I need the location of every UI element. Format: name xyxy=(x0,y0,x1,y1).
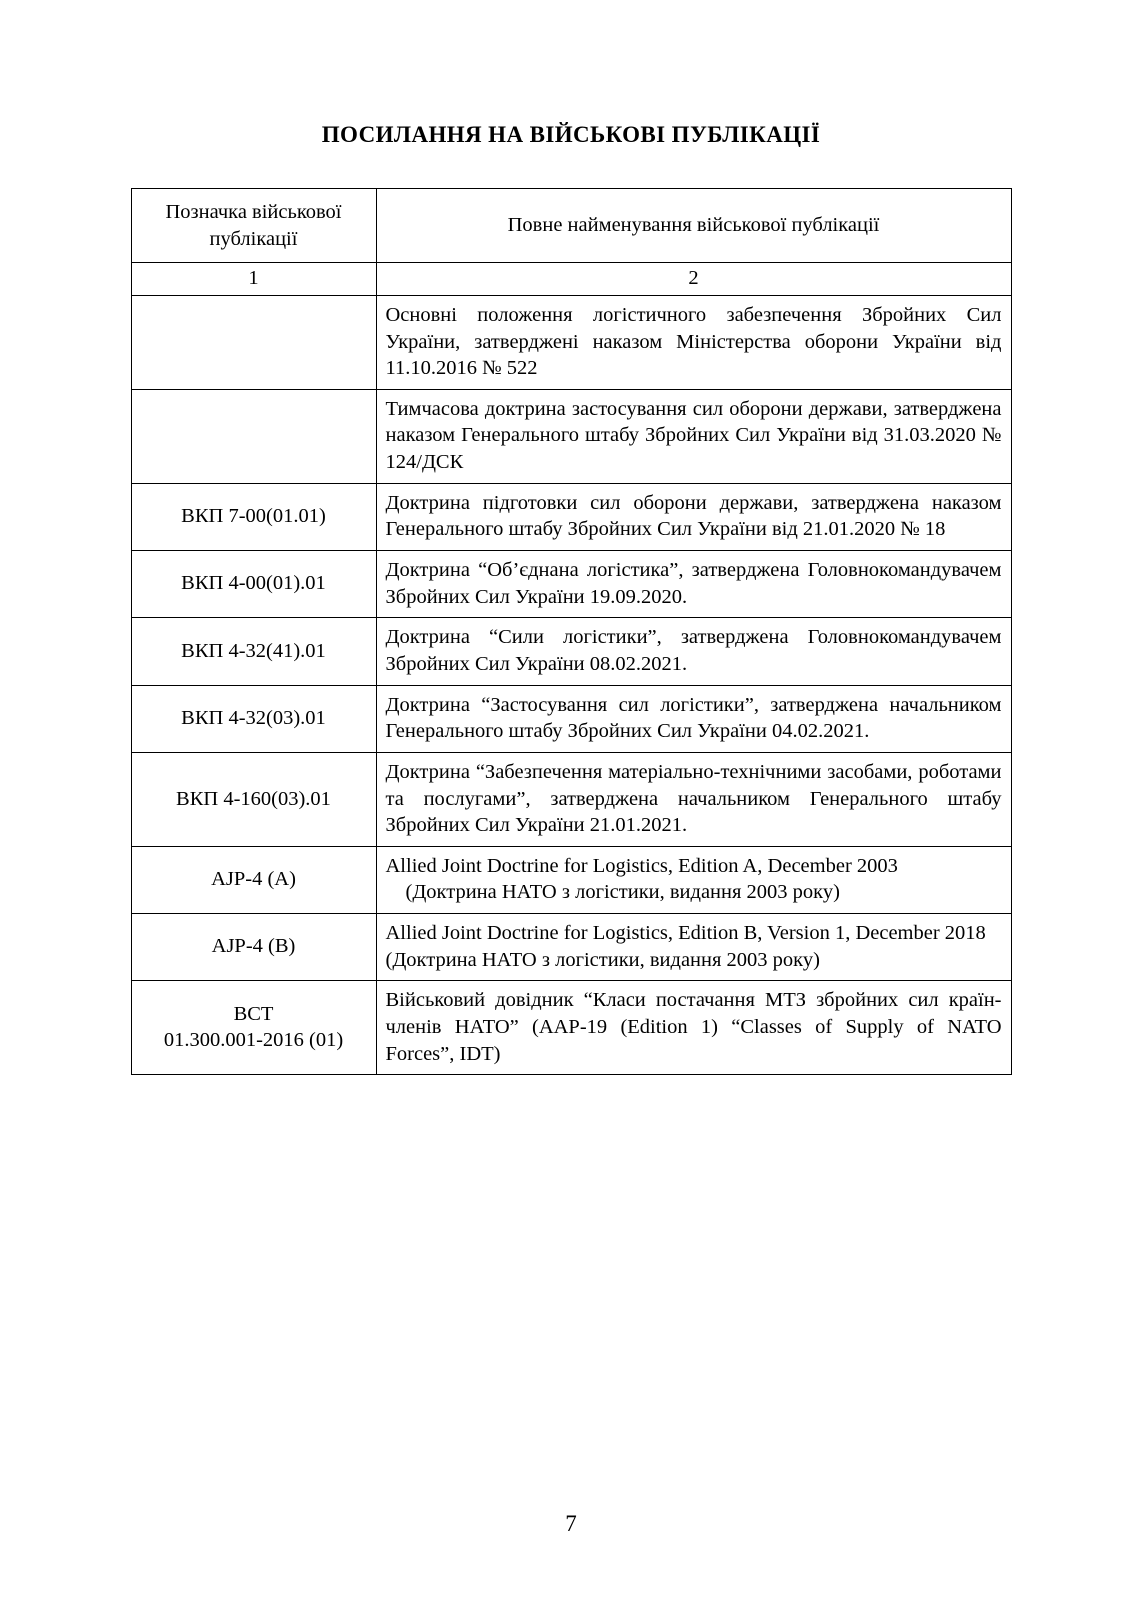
publication-description xyxy=(376,685,1011,752)
publication-description xyxy=(376,752,1011,846)
publication-description xyxy=(376,846,1011,913)
publication-code: AJP-4 (A) xyxy=(131,846,376,913)
publication-description xyxy=(376,981,1011,1075)
page-title: ПОСИЛАННЯ НА ВІЙСЬКОВІ ПУБЛІКАЦІЇ xyxy=(321,122,821,147)
publication-code: ВКП 4-32(03).01 xyxy=(131,685,376,752)
table-header-row xyxy=(131,189,1011,263)
publication-code: ВКП 4-32(41).01 xyxy=(131,618,376,685)
column-number-2: 2 xyxy=(376,263,1011,296)
description-text: Основні положення логістичного забезпечення Збройних Сил України, затверджені наказом Міністерства оборони України від 11.10.2016 № 522 xyxy=(385,303,1002,380)
table-row xyxy=(131,618,1011,685)
header-cell-full-name: Повне найменування військової публікації xyxy=(376,189,1011,263)
publication-code-line-1: ВСТ xyxy=(233,1002,274,1025)
publication-description xyxy=(376,483,1011,550)
description-text: Доктрина “Забезпечення матеріально-технічними засобами, роботами та послугами”, затверджена начальником Генерального штабу Збройних Сил України 21.01.2021. xyxy=(385,760,1002,837)
table-column-number-row xyxy=(131,263,1011,296)
publication-description xyxy=(376,295,1011,389)
publication-description xyxy=(376,389,1011,483)
table-row xyxy=(131,389,1011,483)
table-row xyxy=(131,685,1011,752)
publication-code: ВКП 7-00(01.01) xyxy=(131,483,376,550)
table-row xyxy=(131,846,1011,913)
description-text: Allied Joint Doctrine for Logistics, Edition B, Version 1, December 2018 xyxy=(385,922,986,945)
description-text: Доктрина “Сили логістики”, затверджена Головнокомандувачем Збройних Сил України 08.02.2021. xyxy=(385,626,1002,675)
publication-code xyxy=(131,389,376,483)
description-text: Доктрина “Застосування сил логістики”, затверджена начальником Генерального штабу Збройних Сил України 04.02.2021. xyxy=(385,693,1002,743)
description-text: Доктрина “Об’єднана логістика”, затверджена Головнокомандувачем Збройних Сил України 19.09.2020. xyxy=(385,559,1002,608)
table-row xyxy=(131,914,1011,981)
description-note: (Доктрина НАТО з логістики, видання 2003 року) xyxy=(405,881,840,904)
publication-code: ВКП 4-160(03).01 xyxy=(131,752,376,846)
publication-code xyxy=(131,295,376,389)
description-note: (Доктрина НАТО з логістики, видання 2003 року) xyxy=(385,948,820,971)
page-number: 7 xyxy=(565,1511,577,1536)
column-number-1: 1 xyxy=(131,263,376,296)
description-text: Доктрина підготовки сил оборони держави, затверджена наказом Генерального штабу Збройних Сил України від 21.01.2020 № 18 xyxy=(385,491,1002,541)
header-cell-designation: Позначка військової публікації xyxy=(131,189,376,263)
publication-code-line-2: 01.300.001-2016 (01) xyxy=(163,1029,344,1052)
publication-description xyxy=(376,551,1011,618)
publication-code: ВКП 4-00(01).01 xyxy=(131,551,376,618)
publication-code: AJP-4 (B) xyxy=(131,914,376,981)
table-row xyxy=(131,752,1011,846)
table-row xyxy=(131,295,1011,389)
military-publications-table xyxy=(131,188,1012,1075)
table-row xyxy=(131,551,1011,618)
description-text: Allied Joint Doctrine for Logistics, Edition A, December 2003 xyxy=(385,854,898,877)
description-text: Військовий довідник “Класи постачання МТЗ збройних сил країн-членів НАТО” (AAP-19 (Edition 1) “Classes of Supply of NATO Forces”, IDT) xyxy=(385,989,1002,1065)
table-row xyxy=(131,483,1011,550)
publication-description xyxy=(376,914,1011,981)
publication-description xyxy=(376,618,1011,685)
publication-code xyxy=(131,981,376,1075)
table-row xyxy=(131,981,1011,1075)
description-text: Тимчасова доктрина застосування сил оборони держави, затверджена наказом Генерального штабу Збройних Сил України від 31.03.2020 № 124/ДСК xyxy=(385,397,1002,474)
